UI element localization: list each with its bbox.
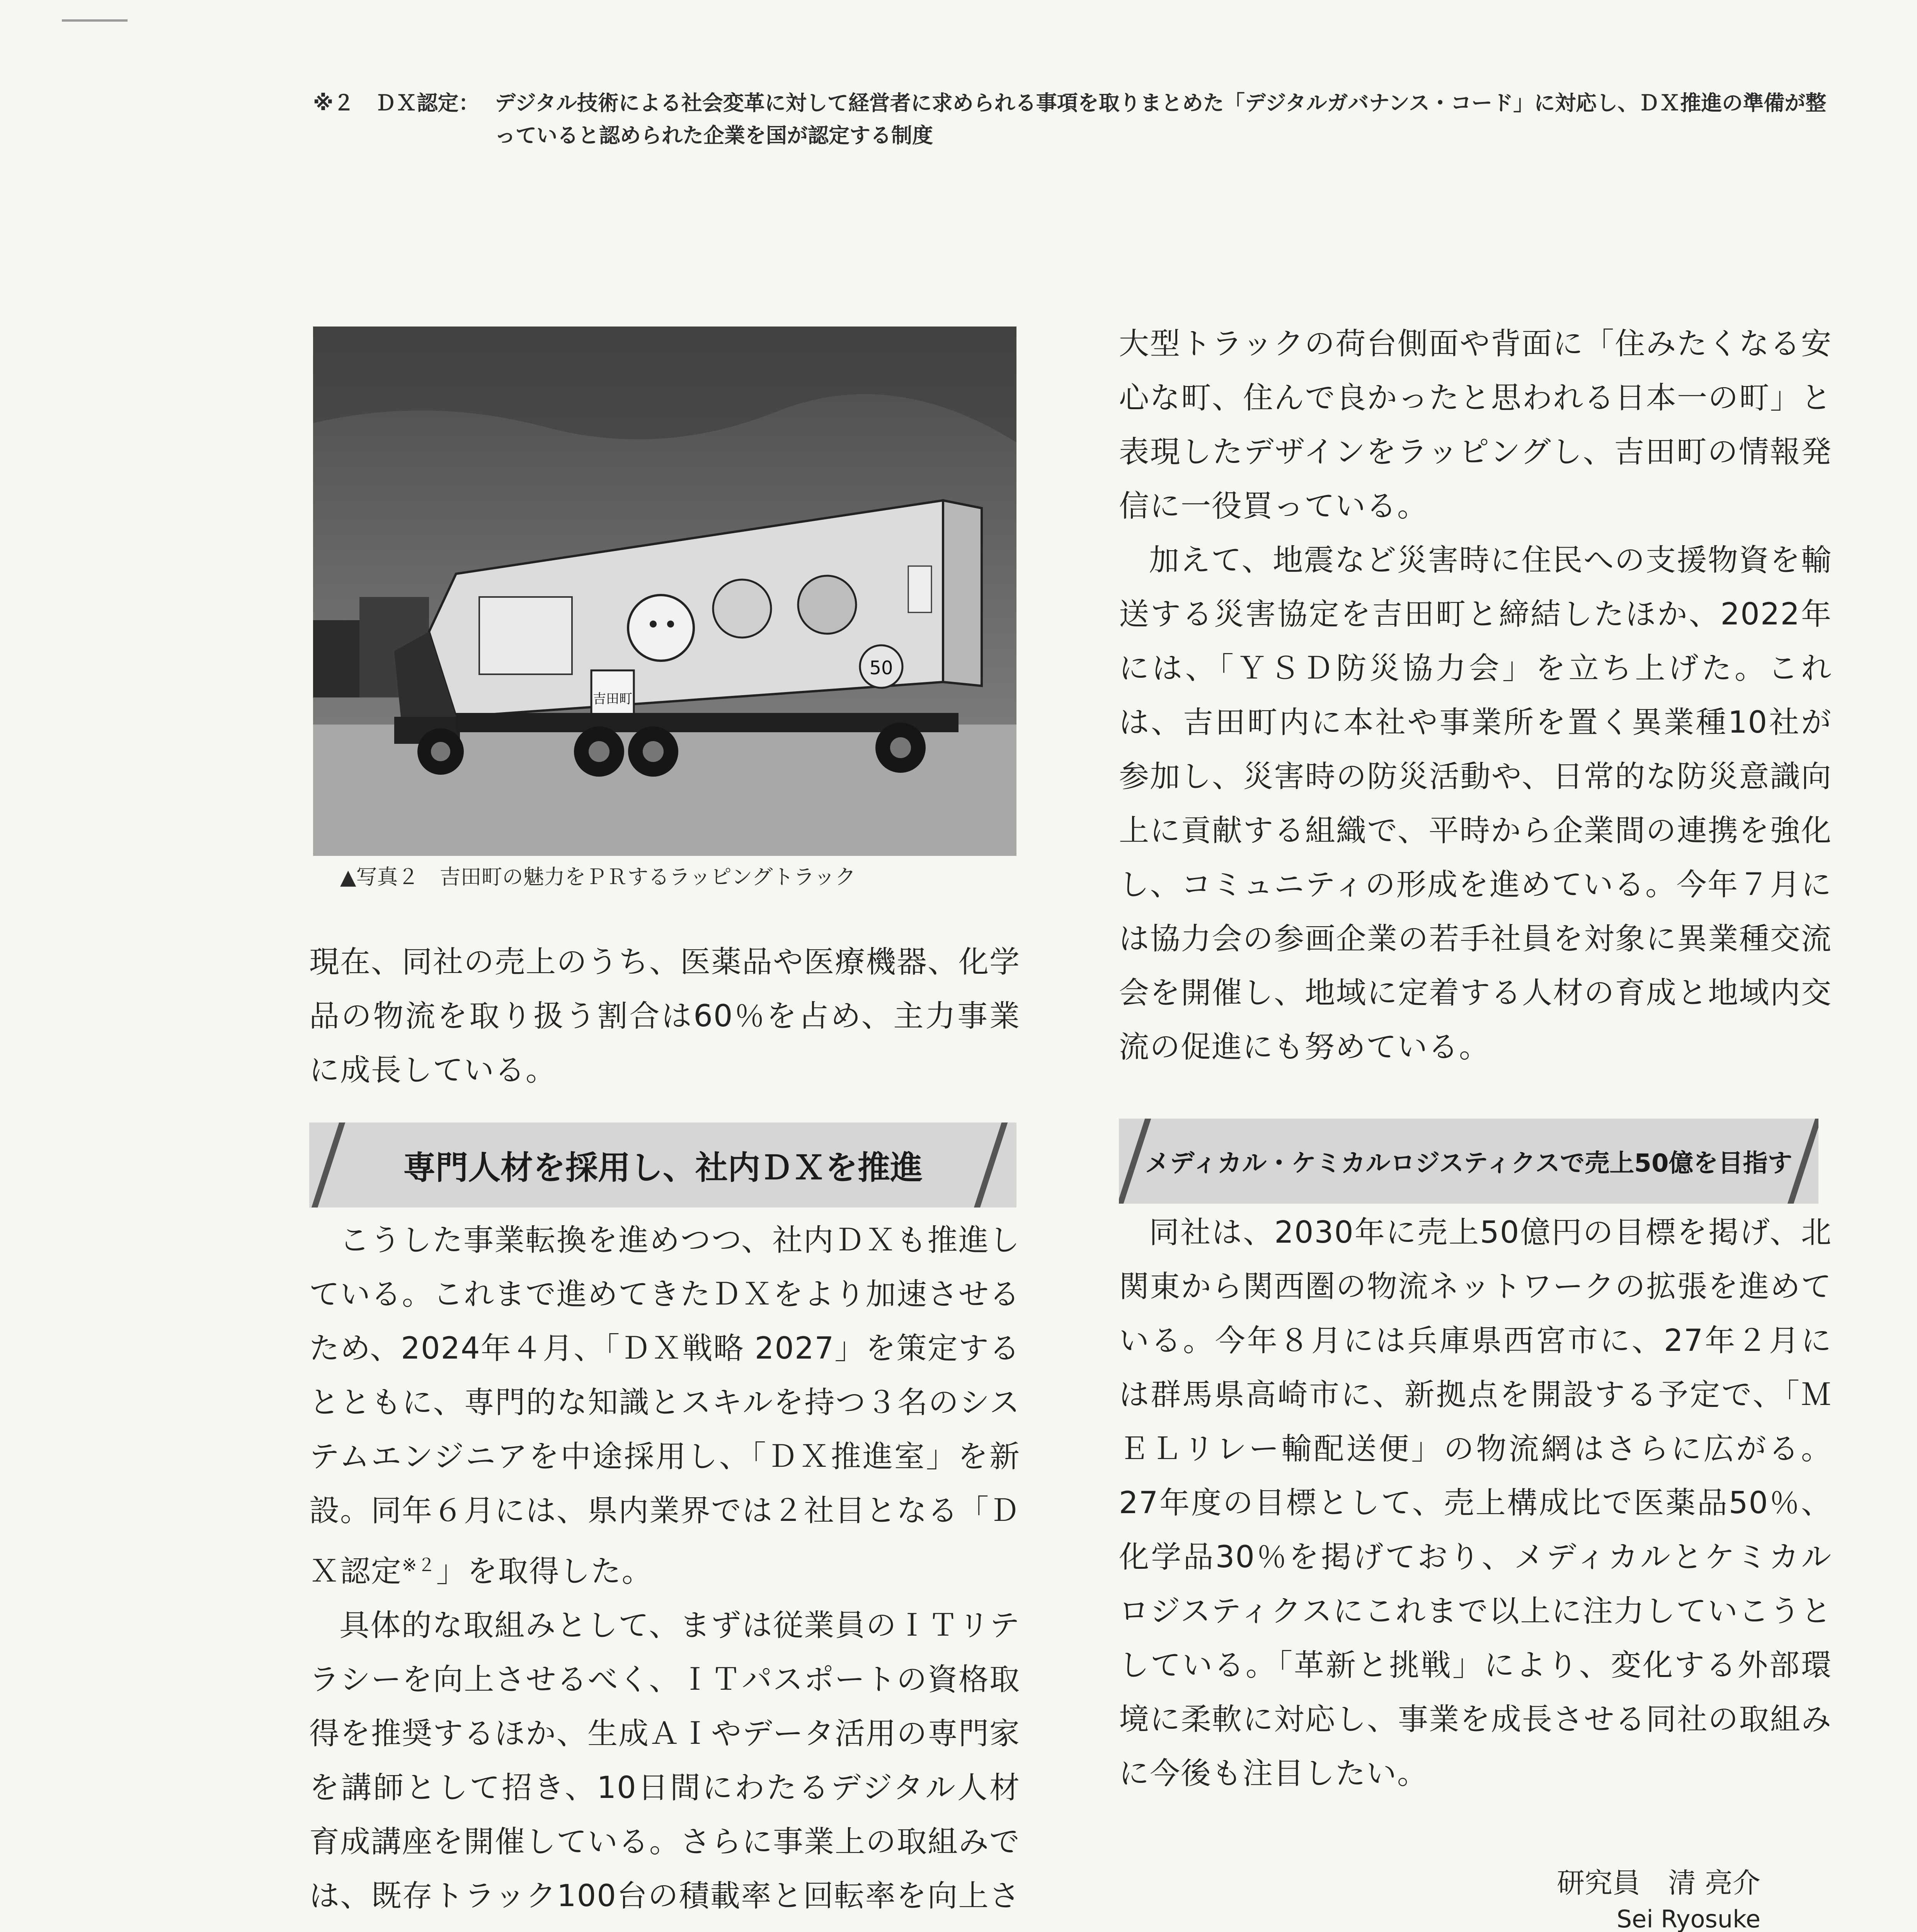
footnote-mark: ※２ ＤＸ認定： [313, 91, 480, 115]
heading-medical-chemical [1119, 1119, 1818, 1204]
photo-caption: ▲写真２ 吉田町の魅力をＰＲするラッピングトラック [340, 865, 856, 889]
continued-paragraph: 大型トラックの荷台側面や背面に「住みたくなる安心な町、住んで良かったと思われる日本一の町」と表現したデザインをラッピングし、吉田町の情報発信に一役買っている。 [1119, 327, 1832, 524]
heading-dx [309, 1122, 1016, 1208]
footnote-text: デジタル技術による社会変革に対して経営者に求められる事項を取りまとめた「デジタルガバナンス・コード」に対応し、ＤＸ推進の準備が整っていると認められた企業を国が認定する制度 [495, 91, 1827, 148]
intro-section [309, 935, 1020, 1097]
dx-paragraph-1-end: 」を取得した。 [436, 1554, 653, 1589]
dx-paragraph-2: 具体的な取組みとして、まずは従業員のＩＴリテラシーを向上させるべく、ＩＴパスポートの資格取得を推奨するほか、生成ＡＩやデータ活用の専門家を講師として招き、10日間にわたるデジタル人材育成講座を開催している。さらに事業上の取組みでは、既存トラック100台の積載率と回転率を向上さ [309, 1608, 1021, 1913]
heading-dx-text: 専門人材を採用し、社内ＤＸを推進 [403, 1148, 923, 1187]
goal-section [1119, 1206, 1832, 1801]
truck-illustration [313, 327, 1016, 856]
goal-paragraph: 同社は、2030年に売上50億円の目標を掲げ、北関東から関西圏の物流ネットワークの拡張を進めている。今年８月には兵庫県西宮市に、27年２月には群馬県高崎市に、新拠点を開設する予定で、「ＭＥＬリレー輸配送便」の物流網はさらに広がる。27年度の目標として、売上構成比で医薬品50％、化学品30％を掲げており、メディカルとケミカルロジスティクスにこれまで以上に注力していこうとしている。「革新と挑戦」により、変化する外部環境に柔軟に対応し、事業を成長させる同社の取組みに今後も注目したい。 [1119, 1215, 1832, 1791]
ysd-paragraph: 加えて、地震など災害時に住民への支援物資を輸送する災害協定を吉田町と締結したほか、2022年には、「ＹＳＤ防災協力会」を立ち上げた。これは、吉田町内に本社や事業所を置く異業種10社が参加し、災害時の防災活動や、日常的な防災意識向上に貢献する組織で、平時から企業間の連携を強化し、コミュニティの形成を進めている。今年７月には協力会の参画企業の若手社員を対象に異業種交流会を開催し、地域に定着する人材の育成と地域内交流の促進にも努めている。 [1119, 543, 1832, 1065]
dx-paragraph-1-text: こうした事業転換を進めつつ、社内ＤＸも推進している。これまで進めてきたＤＸをより加速させるため、2024年４月、「ＤＸ戦略 2027」を策定するとともに、専門的な知識とスキルを持つ３名のシステムエンジニアを中途採用し、「ＤＸ推進室」を新設。同年６月には、県内業界では２社目となる「ＤＸ認定 [309, 1223, 1021, 1589]
wrapping-truck-photo [313, 327, 1016, 856]
dx-section [309, 1213, 1020, 1932]
author-name: 研究員 清 亮介 [1557, 1867, 1760, 1899]
intro-paragraph: 現在、同社の売上のうち、医薬品や医療機器、化学品の物流を取り扱う割合は60％を占め、主力事業に成長している。 [309, 945, 1021, 1088]
heading-medical-chemical-text: メディカル・ケミカルロジスティクスで売上50億を目指す [1145, 1149, 1793, 1178]
corner-rule [62, 19, 128, 22]
dx-paragraph-1 [309, 1213, 1020, 1599]
community-section-continued [1119, 317, 1832, 1074]
author-romaji: Sei Ryosuke [1616, 1905, 1760, 1932]
footnote-dx-certification [313, 87, 1840, 152]
truck-town-label: 吉田町 [593, 691, 632, 707]
footnote-ref: ※２ [402, 1554, 436, 1575]
anniversary-logo: 50 [869, 657, 893, 679]
